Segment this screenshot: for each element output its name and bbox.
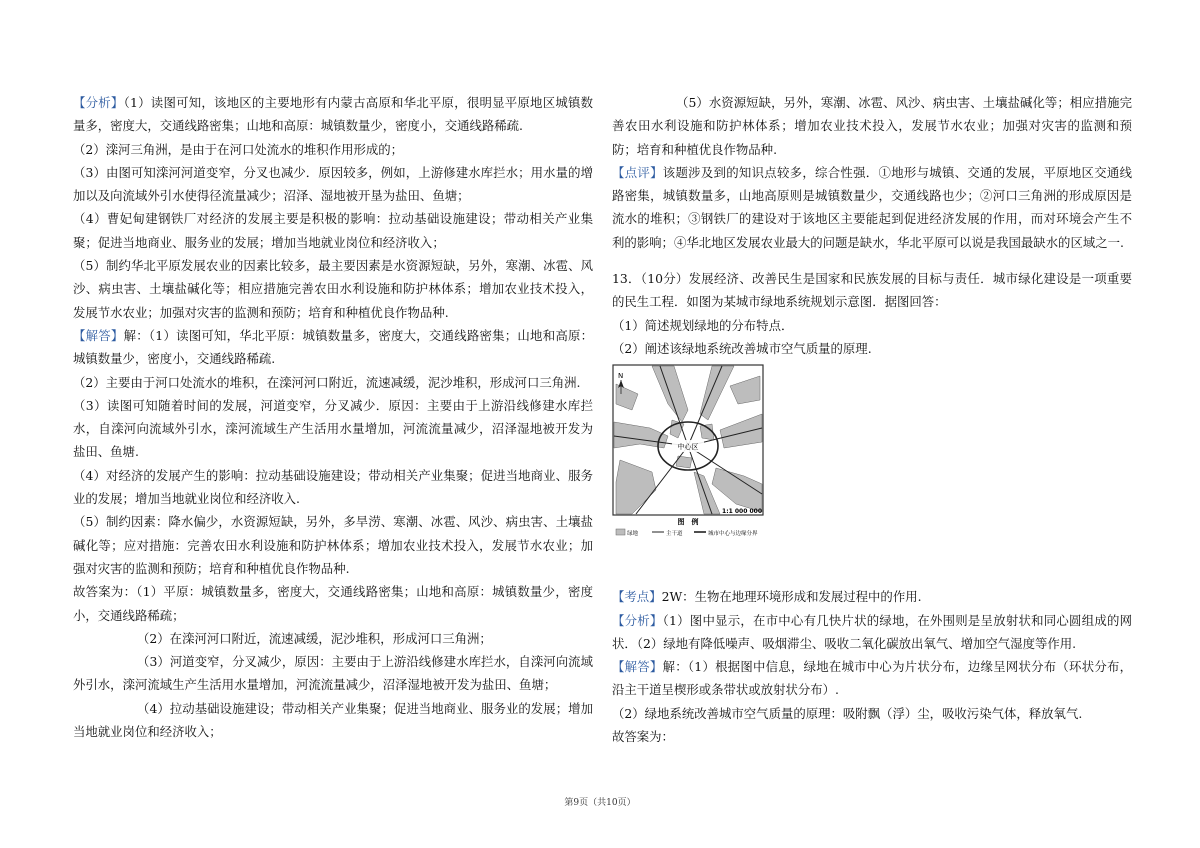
final-answer-3: （3）河道变窄，分叉减少，原因：主要由于上游沿线修建水库拦水，自滦河向流域外引水，滦河流域生产生活用水量增加，河流流量减少，沼泽湿地被开发为盐田、鱼塘； bbox=[73, 654, 593, 693]
review-tag: 【点评】 bbox=[612, 164, 663, 180]
legend-title: 图 例 bbox=[677, 518, 699, 527]
question-13-stem: 13．（10分）发展经济、改善民生是国家和民族发展的目标与责任．城市绿化建设是一项重要的民生工程．如图为某城市绿地系统规划示意图．据图回答： bbox=[612, 271, 1132, 310]
analysis-para-2: （2）滦河三角洲，是由于在河口处流水的堆积作用形成的； bbox=[73, 141, 404, 157]
legend-boundary-label: 城市中心与边缘分界 bbox=[708, 531, 758, 538]
right-answer-tag: 【解答】 bbox=[612, 659, 663, 675]
right-column bbox=[612, 91, 1132, 748]
right-analysis-tag: 【分析】 bbox=[612, 612, 663, 628]
kaodian-para: 【考点】2W：生物在地理环境形成和发展过程中的作用. bbox=[612, 589, 922, 605]
left-column bbox=[73, 91, 593, 743]
final-answer-2: （2）在滦河河口附近，流速减缓，泥沙堆积，形成河口三角洲； bbox=[137, 630, 492, 646]
answer-para-2: （2）主要由于河口处流水的堆积，在滦河河口附近，流速减缓，泥沙堆积，形成河口三角洲. bbox=[73, 374, 581, 390]
analysis-para-4: （4）曹妃甸建钢铁厂对经济的发展主要是积极的影响：拉动基础设施建设；带动相关产业集聚；促进当地商业、服务业的发展；增加当地就业岗位和经济收入； bbox=[73, 211, 593, 250]
final-answer-4: （4）拉动基础设施建设；带动相关产业集聚；促进当地商业、服务业的发展；增加当地就业岗位和经济收入； bbox=[73, 700, 593, 740]
analysis-tag: 【分析】 bbox=[73, 95, 124, 110]
answer-para-4: （4）对经济的发展产生的影响：拉动基础设施建设；带动相关产业集聚；促进当地商业、服务业的发展；增加当地就业岗位和经济收入. bbox=[73, 467, 593, 507]
final-answer-intro: 故答案为：（1）平原：城镇数量多，密度大，交通线路密集；山地和高原：城镇数量少，密度小，交通线路稀疏； bbox=[73, 584, 593, 623]
analysis-para-3: （3）由图可知滦河河道变窄，分叉也减少．原因较多，例如，上游修建水库拦水；用水量的增加以及向流域外引水使得径流量减少；沼泽、湿地被开垦为盐田、鱼塘； bbox=[73, 164, 593, 204]
right-answer-1: 【解答】解：（1）根据图中信息，绿地在城市中心为片状分布，边缘呈网状分布（环状分布，沿主干道呈楔形或条带状或放射状分布）. bbox=[612, 659, 1133, 698]
analysis-para-5: （5）制约华北平原发展农业的因素比较多，最主要因素是水资源短缺，另外，寒潮、冰雹、风沙、病虫害、土壤盐碱化等；相应措施完善农田水利设施和防护林体系；增加农业技术投入，发展节水农业；加强对灾害的监测和预防；培育和种植优良作物品种. bbox=[73, 258, 593, 320]
question-13-sub-2: （2）阐述该绿地系统改善城市空气质量的原理. bbox=[612, 340, 872, 356]
map-scale: 1:1 000 000 bbox=[722, 508, 762, 516]
right-final: 故答案为： bbox=[612, 729, 674, 745]
north-label: N bbox=[618, 372, 624, 381]
right-analysis-para: 【分析】（1）图中显示，在市中心有几快片状的绿地，在外围则是呈放射状和同心圆组成的网状．（2）绿地有降低噪声、吸烟滞尘、吸收二氧化碳放出氧气、增加空气湿度等作用. bbox=[612, 612, 1133, 651]
legend-green-label: 绿地 bbox=[627, 531, 639, 538]
review-para: 【点评】该题涉及到的知识点较多，综合性强．①地形与城镇、交通的发展，平原地区交通线路密集，城镇数量多，山地高原则是城镇数量少，交通线路也少；②河口三角洲的形成原因是流水的堆积；③钢铁厂的建设对于该地区主要能起到促进经济发展的作用，而对环境会产生不利的影响；④华北地区发展农业最大的问题是缺水，华北平原可以说是我国最缺水的区域之一. bbox=[612, 164, 1133, 250]
kaodian-tag: 【考点】 bbox=[612, 589, 662, 605]
answer-para-3: （3）读图可知随着时间的发展，河道变窄，分叉减少．原因：主要由于上游沿线修建水库拦水，自滦河向流域外引水，滦河流域生产生活用水量增加，河流流量减少，沼泽湿地被开发为盐田、鱼塘. bbox=[73, 397, 593, 460]
page-footer: 第9页（共10页） bbox=[564, 798, 636, 808]
question-13-sub-1: （1）简述规划绿地的分布特点． bbox=[612, 317, 794, 333]
map-center-label: 中心区 bbox=[677, 443, 699, 452]
answer-para-5: （5）制约因素：降水偏少，水资源短缺，另外，多旱涝、寒潮、冰雹、风沙、病虫害、土壤盐碱化等；应对措施：完善农田水利设施和防护林体系；增加农业技术投入，发展节水农业；加强对灾害的监测和预防；培育和种植优良作物品种. bbox=[73, 514, 593, 576]
continued-answer-5: （5）水资源短缺，另外，寒潮、冰雹、风沙、病虫害、土壤盐碱化等；相应措施完善农田水利设施和防护林体系；增加农业技术投入，发展节水农业；加强对灾害的监测和预防；培育和种植优良作物品种. bbox=[612, 95, 1132, 157]
legend-green-swatch bbox=[616, 529, 625, 535]
answer-tag: 【解答】 bbox=[73, 327, 124, 343]
answer-para-1: 【解答】解：（1）读图可知，华北平原：城镇数量多，密度大，交通线路密集；山地和高原：城镇数量少，密度小，交通线路稀疏. bbox=[73, 327, 594, 367]
map-figure bbox=[612, 364, 764, 539]
legend-road-label: 主干道 bbox=[666, 531, 683, 538]
analysis-para-1: 【分析】（1）读图可知，该地区的主要地形有内蒙古高原和华北平原，很明显平原地区城镇数量多，密度大，交通线路密集；山地和高原：城镇数量少，密度小，交通线路稀疏. bbox=[73, 95, 594, 134]
right-answer-2: （2）绿地系统改善城市空气质量的原理：吸附飘（浮）尘，吸收污染气体，释放氧气. bbox=[612, 705, 1083, 721]
green-space-map bbox=[612, 364, 764, 539]
